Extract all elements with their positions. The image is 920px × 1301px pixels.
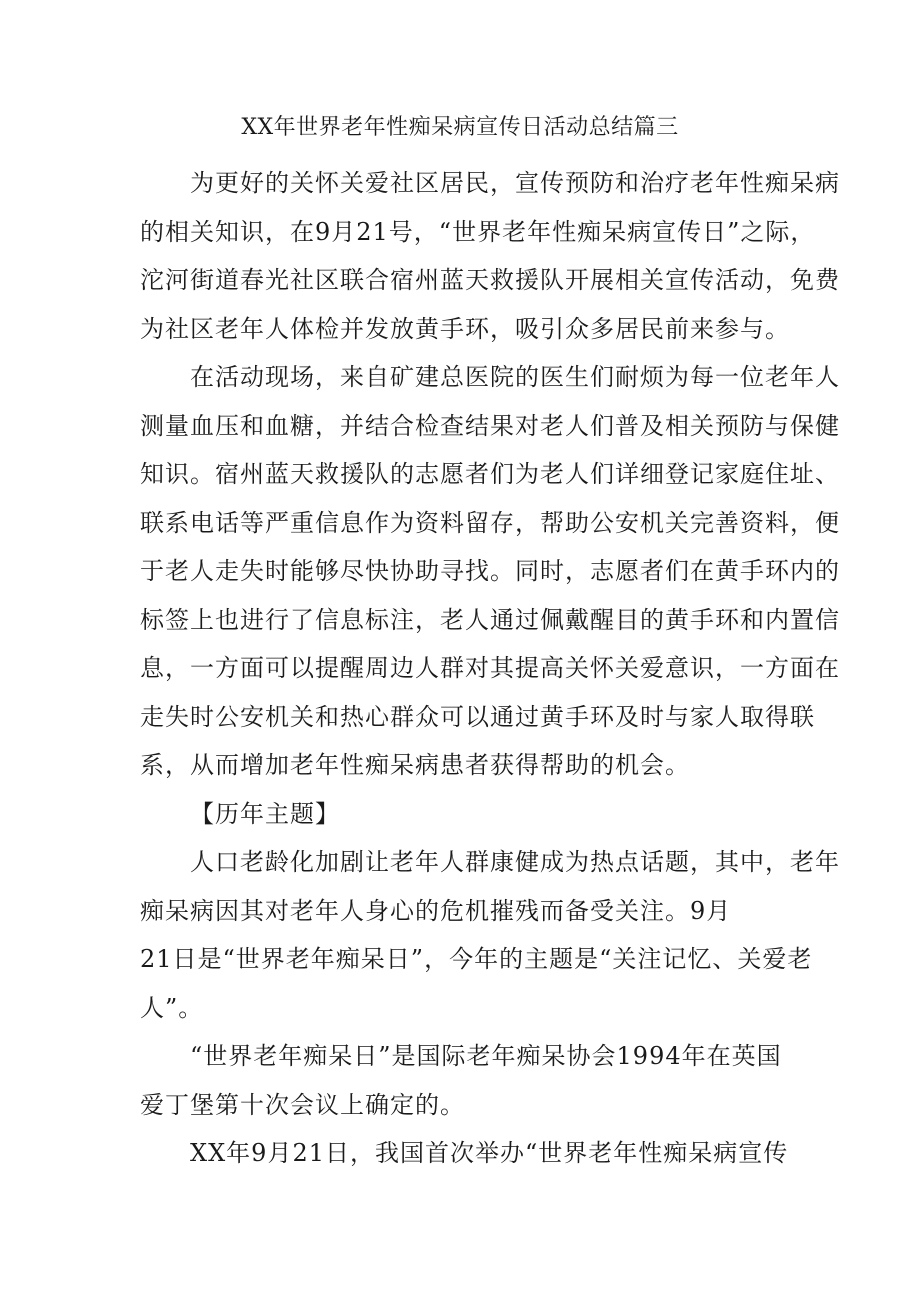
text-line: 人”。 bbox=[140, 993, 204, 1022]
text-line: 爱丁堡第十次会议上确定的。 bbox=[140, 1090, 465, 1119]
text-line: 联系电话等严重信息作为资料留存，帮助公安机关完善资料，便 bbox=[140, 508, 840, 537]
text-line: 沱河街道春光社区联合宿州蓝天救援队开展相关宣传活动，免费 bbox=[140, 266, 840, 294]
text-line: 走失时公安机关和热心群众可以通过黄手环及时与家人取得联 bbox=[140, 702, 815, 731]
document-title: XX年世界老年性痴呆病宣传日活动总结篇三 bbox=[241, 115, 679, 140]
text-line: 标签上也进行了信息标注，老人通过佩戴醒目的黄手环和内置信 bbox=[140, 605, 840, 634]
document-body bbox=[140, 159, 840, 1178]
text-line: XX年9月21日，我国首次举办“世界老年性痴呆病宣传 bbox=[190, 1139, 789, 1167]
text-line: 为社区老年人体检并发放黄手环，吸引众多居民前来参与。 bbox=[140, 314, 790, 343]
text-line: 的相关知识，在9月21号，“世界老年性痴呆病宣传日”之际， bbox=[140, 217, 816, 246]
text-line: 系，从而增加老年性痴呆病患者获得帮助的机会。 bbox=[140, 751, 690, 779]
text-line: 在活动现场，来自矿建总医院的医生们耐烦为每一位老年人 bbox=[190, 363, 840, 391]
text-line: 人口老龄化加剧让老年人群康健成为热点话题，其中，老年 bbox=[190, 848, 840, 876]
text-line: “世界老年痴呆日”是国际老年痴呆协会1994年在英国 bbox=[190, 1042, 782, 1070]
text-line: 测量血压和血糖，并结合检查结果对老人们普及相关预防与保健 bbox=[140, 411, 840, 440]
text-line: 知识。宿州蓝天救援队的志愿者们为老人们详细登记家庭住址、 bbox=[140, 460, 840, 488]
text-line: 21日是“世界老年痴呆日”，今年的主题是“关注记忆、关爱老 bbox=[140, 945, 813, 973]
text-line: 于老人走失时能够尽快协助寻找。同时，志愿者们在黄手环内的 bbox=[140, 557, 840, 585]
text-line: 痴呆病因其对老年人身心的危机摧残而备受关注。9月 bbox=[140, 896, 732, 925]
text-line: 息，一方面可以提醒周边人群对其提高关怀关爱意识，一方面在 bbox=[140, 654, 840, 682]
text-line: 为更好的关怀关爱社区居民，宣传预防和治疗老年性痴呆病 bbox=[190, 169, 840, 197]
text-line: 【历年主题】 bbox=[190, 799, 340, 828]
